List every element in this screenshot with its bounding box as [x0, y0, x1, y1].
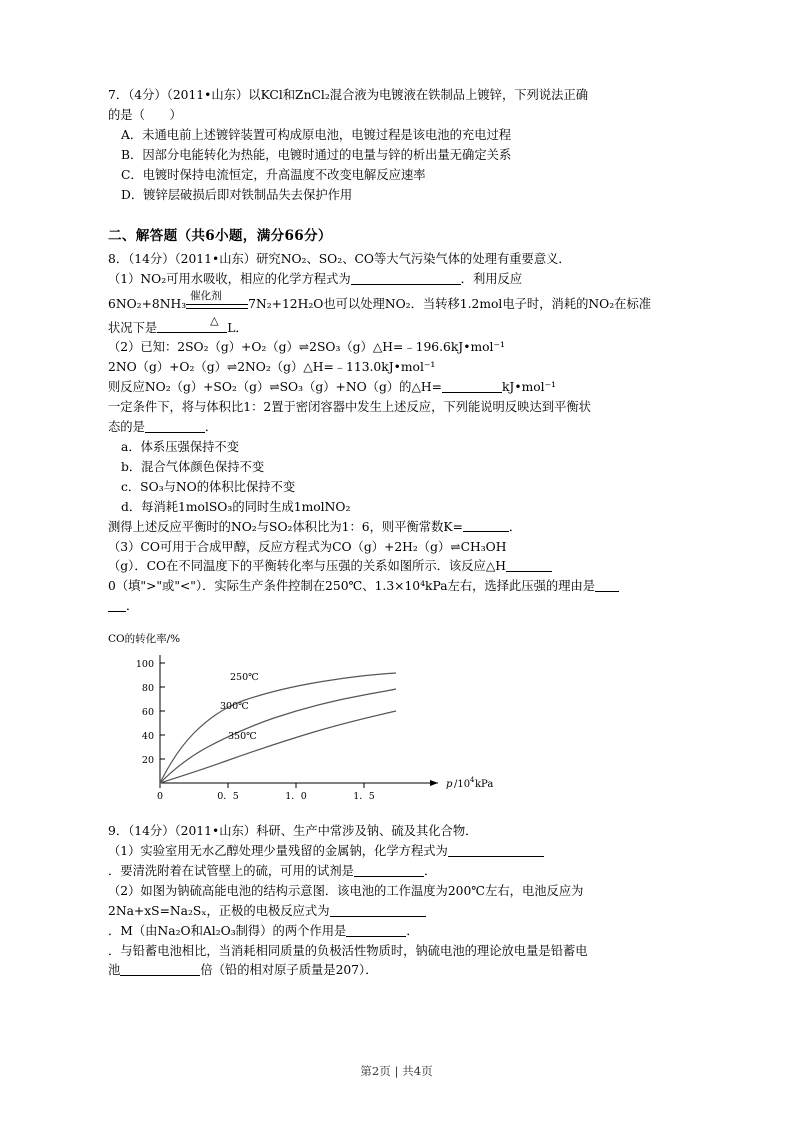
q8-reaction-left: 6NO₂+8NH₃ — [108, 297, 187, 312]
document-body — [108, 86, 698, 981]
q8-reaction-right: 7N₂+12H₂O也可以处理NO₂．当转移1.2mol电子时，消耗的NO₂在标准 — [248, 297, 652, 312]
svg-text:kPa: kPa — [475, 779, 494, 791]
section-heading: 二、解答题（共6小题，满分66分） — [108, 228, 332, 245]
catalyst-label: 催化剂 — [190, 289, 222, 302]
svg-text:250℃: 250℃ — [230, 672, 259, 684]
q7-stem-line2: 的是（ ） — [108, 107, 182, 122]
q8-part2-text-f: ． — [508, 519, 522, 534]
svg-text:0: 0 — [156, 791, 164, 803]
q9-part2-text-b: ．M（由Na₂O和Al₂O₃制得）的两个作用是 — [108, 923, 347, 938]
svg-text:1．5: 1．5 — [353, 791, 375, 803]
q9-part3-text-b: 倍（铅的相对原子质量是207）． — [200, 963, 378, 978]
svg-text:350℃: 350℃ — [228, 731, 257, 743]
q8-part3-text-a: （g）．CO在不同温度下的平衡转化率与压强的关系如图所示．该反应△H — [108, 559, 507, 574]
svg-text:1．0: 1．0 — [285, 791, 307, 803]
q8-part3-text-c: ． — [126, 599, 139, 614]
delta-label: △ — [210, 313, 219, 327]
svg-text:40: 40 — [141, 731, 154, 743]
answer-blank[interactable] — [330, 904, 426, 917]
q9-part2-text-a: 2Na+xS=Na₂Sₓ，正极的电极反应式为 — [108, 903, 330, 918]
q8-part1-text-c: 状况下是 — [108, 320, 158, 335]
answer-blank[interactable] — [351, 273, 461, 286]
answer-blank[interactable] — [463, 520, 509, 533]
q8-part2-line3 — [108, 378, 698, 398]
answer-blank[interactable] — [506, 560, 552, 573]
q9-part2-text-c: ． — [406, 923, 419, 938]
q8-choice-d: d．每消耗1molSO₃的同时生成1molNO₂ — [121, 499, 351, 514]
q9-part1-line1 — [108, 842, 698, 862]
svg-text:60: 60 — [141, 707, 154, 719]
q9-part3-text-a: 池 — [108, 963, 121, 978]
q9-stem: 9．（14分）（2011•山东）科研、生产中常涉及钠、硫及其化合物． — [108, 824, 478, 839]
chart-y-axis-label: CO的转化率/% — [108, 633, 181, 646]
q8-part2-line4: 一定条件下，将与体积比1：2置于密闭容器中发生上述反应，下列能说明反映达到平衡状 — [108, 400, 591, 415]
q7-option-a: A．未通电前上述镀锌装置可构成原电池，电镀过程是该电池的充电过程 — [121, 127, 512, 142]
answer-blank[interactable] — [346, 924, 406, 937]
q8-reaction-line — [108, 289, 698, 327]
svg-text:0．5: 0．5 — [217, 791, 239, 803]
q8-part2-text-c: 态的是 — [108, 420, 145, 435]
q9-part2-line2 — [108, 902, 698, 922]
q8-part1-text-d: L． — [227, 320, 248, 335]
svg-text:/10: /10 — [454, 779, 471, 791]
svg-text:20: 20 — [141, 755, 154, 767]
svg-text:p: p — [446, 779, 453, 791]
chart-svg — [108, 647, 528, 807]
q8-part3-line3 — [108, 577, 698, 597]
q7-option-d: D．镀锌层破损后即对铁制品失去保护作用 — [121, 187, 353, 202]
q9-part3-line2 — [108, 961, 698, 981]
q7-option-c: C．电镀时保持电流恒定，升高温度不改变电解反应速率 — [121, 167, 426, 182]
svg-text:80: 80 — [141, 683, 154, 695]
q9-part2-line3 — [108, 922, 698, 942]
q8-part3-line4 — [108, 597, 698, 617]
q8-part1-line3 — [108, 319, 698, 339]
reaction-arrow-icon — [186, 289, 248, 327]
q8-choice-b: b．混合气体颜色保持不变 — [121, 459, 265, 474]
q9-part1-text-c: ． — [423, 863, 437, 878]
q8-part2-line6 — [108, 518, 698, 538]
q8-stem: 8．（14分）（2011•山东）研究NO₂、SO₂、CO等大气污染气体的处理有重要意义． — [108, 252, 571, 267]
q8-part2-known2: 2NO（g）+O₂（g）⇌2NO₂（g）△H=﹣113.0kJ•mol⁻¹ — [108, 360, 436, 375]
q9-part1-line2 — [108, 862, 698, 882]
q8-part1-text-a: （1）NO₂可用水吸收，相应的化学方程式为 — [108, 272, 351, 287]
answer-blank[interactable] — [448, 844, 544, 857]
answer-blank[interactable] — [145, 420, 205, 433]
q8-part1-text-b: ．利用反应 — [460, 272, 523, 287]
q8-part2-text-b: kJ•mol⁻¹ — [501, 380, 556, 395]
co-conversion-chart — [108, 633, 528, 808]
q8-part3-line1: （3）CO可用于合成甲醇，反应方程式为CO（g）+2H₂（g）⇌CH₃OH — [108, 539, 507, 554]
q7-stem-line1: 7．（4分）（2011•山东）以KCl和ZnCl₂混合液为电镀液在铁制品上镀锌，下列说法正确 — [108, 88, 589, 102]
answer-blank[interactable] — [108, 599, 126, 612]
page-footer: 第2页 | 共4页 — [360, 1064, 433, 1078]
q8-part2-known1: （2）已知：2SO₂（g）+O₂（g）⇌2SO₃（g）△H=﹣196.6kJ•mol⁻¹ — [108, 340, 505, 355]
q8-part3-line2 — [108, 557, 698, 577]
svg-text:300℃: 300℃ — [220, 701, 249, 713]
q8-choice-a: a．体系压强保持不变 — [121, 439, 240, 454]
q9-part2-line1: （2）如图为钠硫高能电池的结构示意图．该电池的工作温度为200℃左右，电池反应为 — [108, 883, 584, 898]
q8-part2-text-e: 测得上述反应平衡时的NO₂与SO₂体积比为1：6，则平衡常数K= — [108, 519, 463, 534]
answer-blank[interactable] — [442, 380, 502, 393]
q8-part2-text-d: ． — [204, 420, 218, 435]
answer-blank[interactable] — [120, 964, 200, 977]
q8-choice-c: c．SO₃与NO的体积比保持不变 — [121, 479, 296, 494]
svg-text:4: 4 — [470, 776, 475, 785]
q7-option-b: B．因部分电能转化为热能，电镀时通过的电量与锌的析出量无确定关系 — [121, 147, 512, 162]
q9-part1-text-b: ．要清洗附着在试管壁上的硫，可用的试剂是 — [108, 863, 354, 878]
q9-part3-line1: ．与铅蓄电池相比，当消耗相同质量的负极活性物质时，钠硫电池的理论放电量是铅蓄电 — [108, 943, 588, 958]
answer-blank[interactable] — [595, 579, 619, 592]
svg-text:100: 100 — [135, 659, 154, 671]
q8-part2-text-a: 则反应NO₂（g）+SO₂（g）⇌SO₃（g）+NO（g）的△H= — [108, 380, 442, 395]
q8-part3-text-b: 0（填">"或"<"）．实际生产条件控制在250℃、1.3×10⁴kPa左右，选择此压强的理由是 — [108, 579, 596, 594]
q9-part1-text-a: （1）实验室用无水乙醇处理少量残留的金属钠，化学方程式为 — [108, 844, 448, 859]
answer-blank[interactable] — [354, 864, 424, 877]
q8-part2-line5 — [108, 418, 698, 438]
